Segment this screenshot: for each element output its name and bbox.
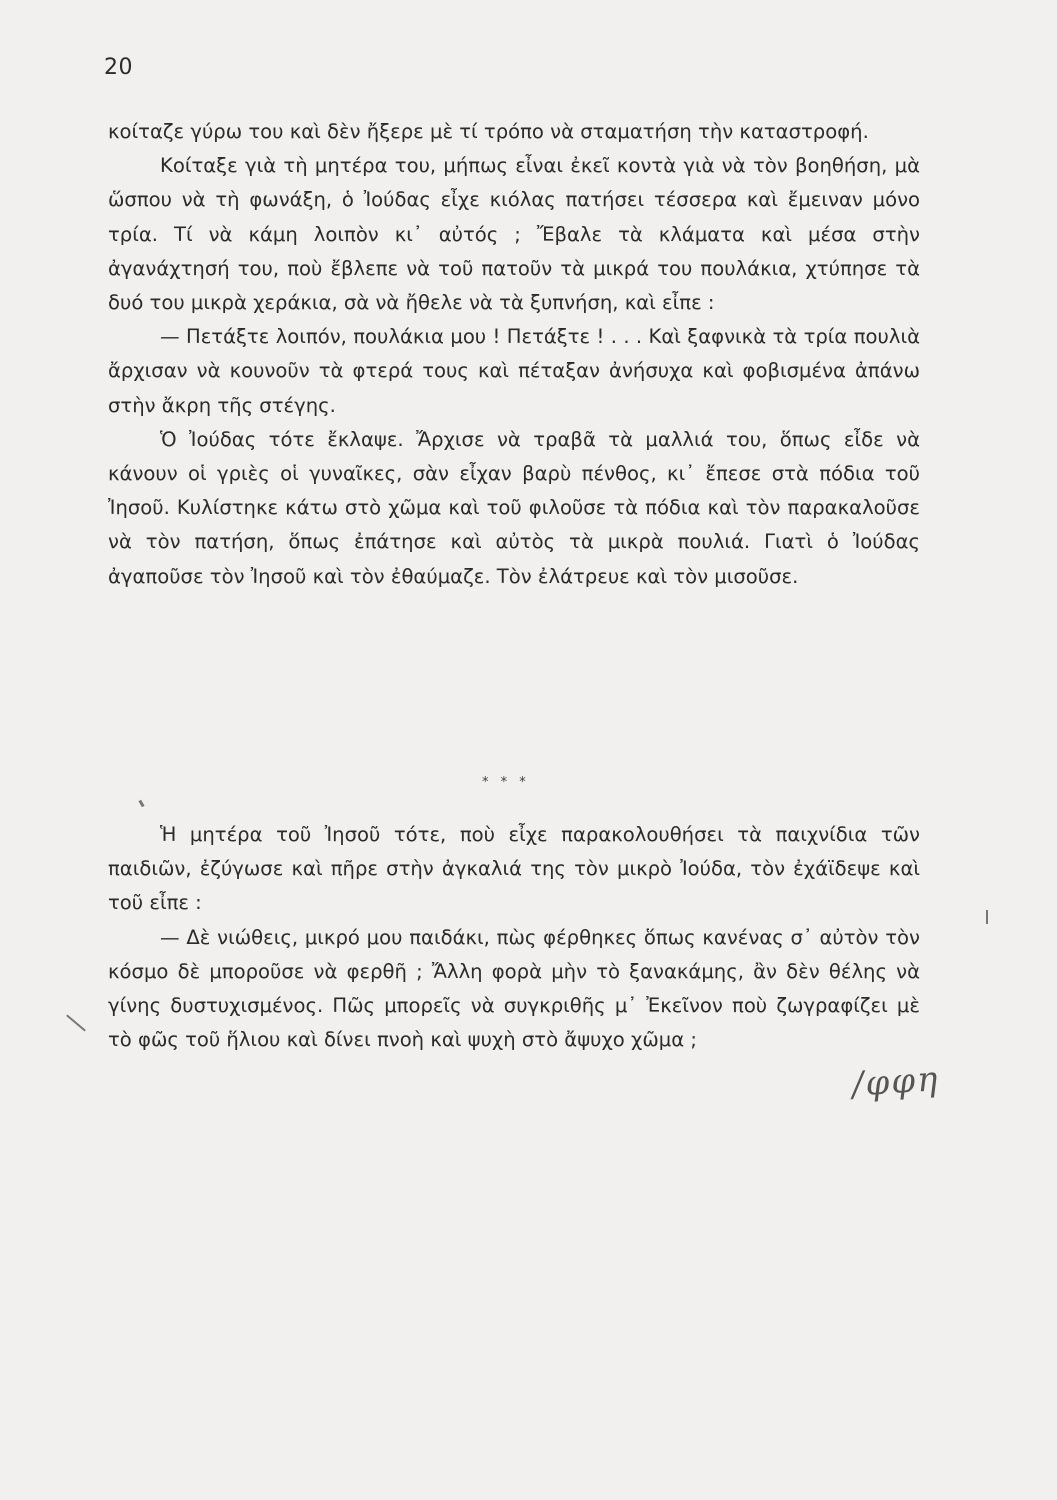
- paragraph-dialogue: — Δὲ νιώθεις, μικρό μου παιδάκι, πὼς φέρθηκες ὅπως κανένας σ᾽ αὐτὸν τὸν κόσμο δὲ μποροῦσε νὰ φερθῆ ; Ἄλλη φορὰ μὴν τὸ ξανακάμης, ἂν δὲν θέλης νὰ γίνης δυστυχισμένος. Πῶς μπορεῖς νὰ συγκριθῆς μ᾽ Ἐκεῖνον ποὺ ζωγραφίζει μὲ τὸ φῶς τοῦ ἥλιου καὶ δίνει πνοὴ καὶ ψυχὴ στὸ ἄψυχο χῶμα ;: [108, 925, 920, 1052]
- paragraph-dialogue: — Πετάξτε λοιπόν, πουλάκια μου ! Πετάξτε ! . . . Καὶ ξαφνικὰ τὰ τρία πουλιὰ ἄρχισαν νὰ κουνοῦν τὰ φτερά τους καὶ πέταξαν ἀνήσυχα καὶ φοβισμένα ἀπάνω στὴν ἄκρη τῆς στέγης.: [108, 325, 920, 417]
- section-separator: [474, 770, 534, 810]
- paragraph: Ὁ Ἰούδας τότε ἔκλαψε. Ἄρχισε νὰ τραβᾶ τὰ μαλλιά του, ὅπως εἶδε νὰ κάνουν οἱ γριὲς οἱ γυναῖκες, σὰν εἶχαν βαρὺ πένθος, κι᾽ ἔπεσε στὰ πόδια τοῦ Ἰησοῦ. Κυλίστηκε κάτω στὸ χῶμα καὶ τοῦ φιλοῦσε τὰ πόδια καὶ τὸν παρακαλοῦσε νὰ τὸν πατήση, ὅπως ἐπάτησε καὶ αὐτὸς τὰ μικρὰ πουλιά. Γιατὶ ὁ Ἰούδας ἀγαποῦσε τὸν Ἰησοῦ καὶ τὸν ἐθαύμαζε. Τὸν ἐλάτρευε καὶ τὸν μισοῦσε.: [108, 427, 920, 588]
- handwritten-note: /φφη: [850, 1058, 941, 1106]
- stray-mark: [986, 910, 988, 924]
- text-section-1: [108, 115, 920, 594]
- paragraph: κοίταζε γύρω του καὶ δὲν ἤξερε μὲ τί τρόπο νὰ σταματήση τὴν καταστροφή.: [108, 120, 869, 143]
- text-section-2: [108, 818, 920, 1057]
- separator-label: * * *: [482, 775, 530, 790]
- paragraph: Κοίταξε γιὰ τὴ μητέρα του, μήπως εἶναι ἐκεῖ κοντὰ γιὰ νὰ τὸν βοηθήση, μὰ ὥσπου νὰ τὴ φωνάξη, ὁ Ἰούδας εἶχε κιόλας πατήσει τέσσερα καὶ ἔμειναν μόνο τρία. Τί νὰ κάμη λοιπὸν κι᾽ αὐτός ; Ἔβαλε τὰ κλάματα καὶ μέσα στὴν ἀγανάχτησή του, ποὺ ἔβλεπε νὰ τοῦ πατοῦν τὰ μικρά του πουλάκια, χτύπησε τὰ δυό του μικρὰ χεράκια, σὰ νὰ ἤθελε νὰ τὰ ξυπνήση, καὶ εἶπε :: [108, 154, 920, 315]
- stray-mark: [138, 800, 144, 808]
- page-number: 20: [104, 55, 133, 80]
- stray-mark: [66, 1015, 86, 1032]
- paragraph: Ἡ μητέρα τοῦ Ἰησοῦ τότε, ποὺ εἶχε παρακολουθήσει τὰ παιχνίδια τῶν παιδιῶν, ἐζύγωσε καὶ πῆρε στὴν ἀγκαλιά της τὸν μικρὸ Ἰούδα, τὸν ἐχάϊδεψε καὶ τοῦ εἶπε :: [108, 823, 920, 915]
